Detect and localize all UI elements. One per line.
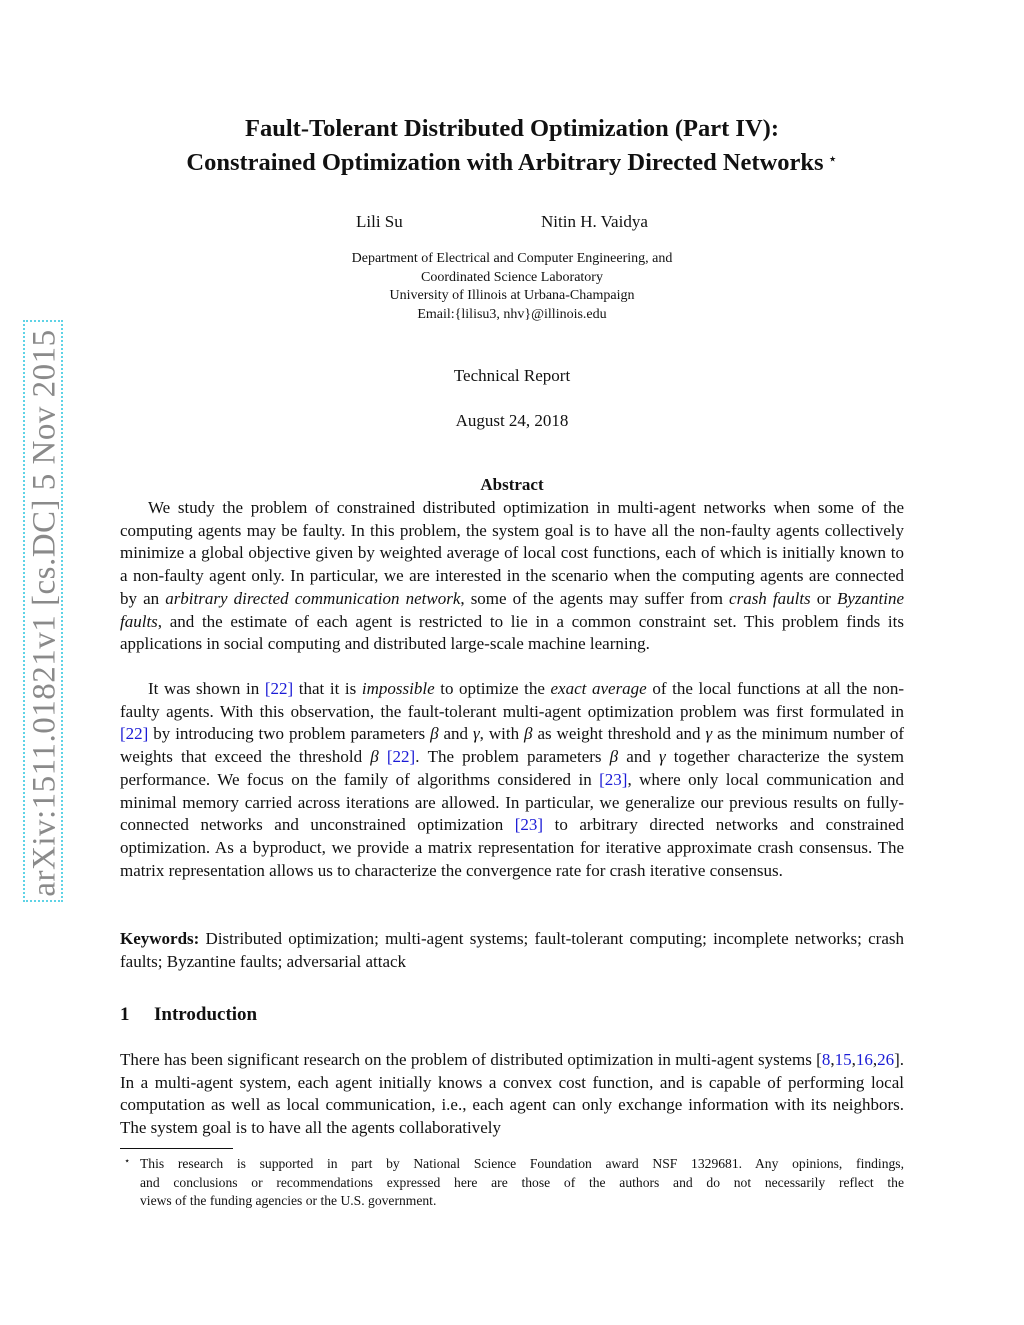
- abstract-text: , with: [479, 724, 525, 744]
- abstract-text: as weight threshold and: [532, 724, 706, 744]
- abstract-paragraph-1: [120, 497, 904, 656]
- arxiv-identifier: arXiv:1511.01821v1 [cs.DC] 5 Nov 2015: [26, 329, 63, 897]
- emphasis-text: Byzantine faults: [120, 588, 905, 631]
- gamma-symbol: γ: [472, 724, 480, 744]
- abstract-text: . The problem parameters: [415, 747, 610, 767]
- abstract-text: We study the problem of constrained distributed optimization in multi-agent networks when some of the computing agents may be faulty. In this problem, the system goal is to have all the non-faulty agents collectively minimize a global objective given by weighted average of local cost functions, each of which is initially known to a non-faulty agent only. In particular, we are interested in the scenario when the computing agents are connected by an: [120, 498, 904, 608]
- abstract-text: or: [810, 588, 837, 608]
- section-number: 1: [120, 1004, 130, 1025]
- abstract-heading: Abstract: [480, 475, 544, 494]
- keywords-label: Keywords:: [120, 929, 200, 948]
- abstract-text: to optimize the: [434, 679, 551, 698]
- author-name: Lili Su: [356, 212, 403, 231]
- keywords-list: Distributed optimization; multi-agent systems; fault-tolerant computing; incomplete networks; crash faults; Byzantine faults; adversarial attack: [120, 929, 904, 971]
- footnote-line: This research is supported in part by National Science Foundation award NSF 1329681. Any opinions, findings,: [140, 1156, 904, 1171]
- abstract-text: together characterize the system performance. We focus on the family of algorithms considered in: [120, 747, 904, 789]
- abstract-text: , and the estimate of each agent is restricted to lie in a common constraint set. This problem finds its applications in social computing and distributed large-scale machine learning.: [120, 611, 904, 654]
- citation-link-22[interactable]: [22]: [120, 724, 149, 744]
- affiliation-line: Coordinated Science Laboratory: [421, 269, 603, 285]
- abstract-text: , where only local communication and minimal memory carried across iterations are allowed. In particular, we generalize our previous results on fully-connected networks and unconstrained optimization: [120, 769, 904, 835]
- body-text: There has been significant research on the problem of distributed optimization in multi-agent systems: [120, 1050, 817, 1069]
- beta-symbol: β: [430, 724, 439, 744]
- abstract-paragraph-2: [120, 678, 904, 882]
- citation-bracket: ]: [894, 1050, 900, 1069]
- abstract-text: of the local functions at all the non-faulty agents. With this observation, the fault-tolerant multi-agent optimization problem was first formulated in: [120, 679, 904, 721]
- abstract-text: to arbitrary directed networks and constrained optimization. As a byproduct, we provide a matrix representation for iterative approximate crash consensus. The matrix representation allows us to characterize the convergence rate for crash iterative consensus.: [120, 815, 905, 880]
- emphasis-text: exact average: [550, 679, 647, 698]
- citation-link-22[interactable]: [22]: [264, 679, 294, 698]
- citation-link-23[interactable]: [23]: [599, 769, 628, 789]
- author-email: Email:{lilisu3, nhv}@illinois.edu: [417, 306, 607, 322]
- gamma-symbol: γ: [705, 724, 713, 744]
- abstract-text: and: [438, 724, 473, 744]
- citation-link-22[interactable]: [22]: [386, 747, 416, 767]
- abstract-text: and: [618, 747, 659, 767]
- abstract-text: that it is: [293, 679, 362, 698]
- footnote-line: views of the funding agencies or the U.S. government.: [140, 1193, 437, 1208]
- emphasis-text: arbitrary directed communication network: [165, 588, 461, 608]
- beta-symbol: β: [524, 724, 533, 744]
- abstract-text: It was shown in: [148, 679, 265, 698]
- body-text: . In a multi-agent system, each agent initially knows a convex cost function, and is capable of performing local computation as well as local communication, i.e., each agent can only exchange information with its neighbors. The system goal is to have all the agents collaboratively: [120, 1050, 904, 1138]
- emphasis-text: impossible: [361, 679, 435, 698]
- citation-link-8[interactable]: 8: [821, 1050, 831, 1069]
- report-type: Technical Report: [453, 366, 571, 385]
- abstract-text: , some of the agents may suffer from: [460, 588, 730, 608]
- keywords-paragraph: [120, 928, 904, 973]
- footnote-line: and conclusions or recommendations expressed here are those of the authors and do not necessarily reflect the: [140, 1174, 904, 1190]
- title-footnote-mark: ⋆: [827, 151, 838, 168]
- citation-link-23[interactable]: [23]: [514, 815, 544, 835]
- footnote: [120, 1155, 904, 1211]
- citation-separator: ,: [872, 1050, 878, 1069]
- paper-title: [120, 113, 904, 178]
- gamma-symbol: γ: [658, 747, 666, 767]
- affiliation-line: University of Illinois at Urbana-Champaign: [389, 288, 635, 303]
- citation-bracket: [: [816, 1050, 822, 1069]
- title-line-2-text: Constrained Optimization with Arbitrary Directed Networks: [186, 149, 824, 176]
- title-line-1: Fault-Tolerant Distributed Optimization (Part IV):: [245, 115, 779, 142]
- section-title: Introduction: [154, 1004, 258, 1025]
- affiliation-line: Department of Electrical and Computer Engineering, and: [351, 251, 673, 266]
- report-date: August 24, 2018: [455, 411, 569, 430]
- footnote-divider: [120, 1148, 233, 1149]
- citation-link-16[interactable]: 16: [855, 1050, 873, 1069]
- abstract-text: as the minimum number of weights that exceed the threshold: [120, 724, 904, 767]
- citation-separator: ,: [830, 1050, 835, 1069]
- citation-link-15[interactable]: 15: [834, 1050, 852, 1069]
- introduction-paragraph: [120, 1049, 904, 1140]
- emphasis-text: crash faults: [729, 588, 811, 608]
- citation-separator: ,: [851, 1050, 856, 1069]
- arxiv-sidebar-box: [23, 320, 63, 902]
- section-heading-introduction: [120, 1004, 257, 1026]
- author-name: Nitin H. Vaidya: [541, 212, 648, 231]
- beta-symbol: β: [370, 747, 379, 767]
- abstract-text: by introducing two problem parameters: [148, 724, 431, 744]
- citation-link-26[interactable]: 26: [877, 1050, 895, 1069]
- beta-symbol: β: [609, 747, 619, 767]
- footnote-mark: ⋆: [124, 1156, 131, 1167]
- affiliation-block: [120, 250, 904, 324]
- title-line-2: [120, 144, 904, 178]
